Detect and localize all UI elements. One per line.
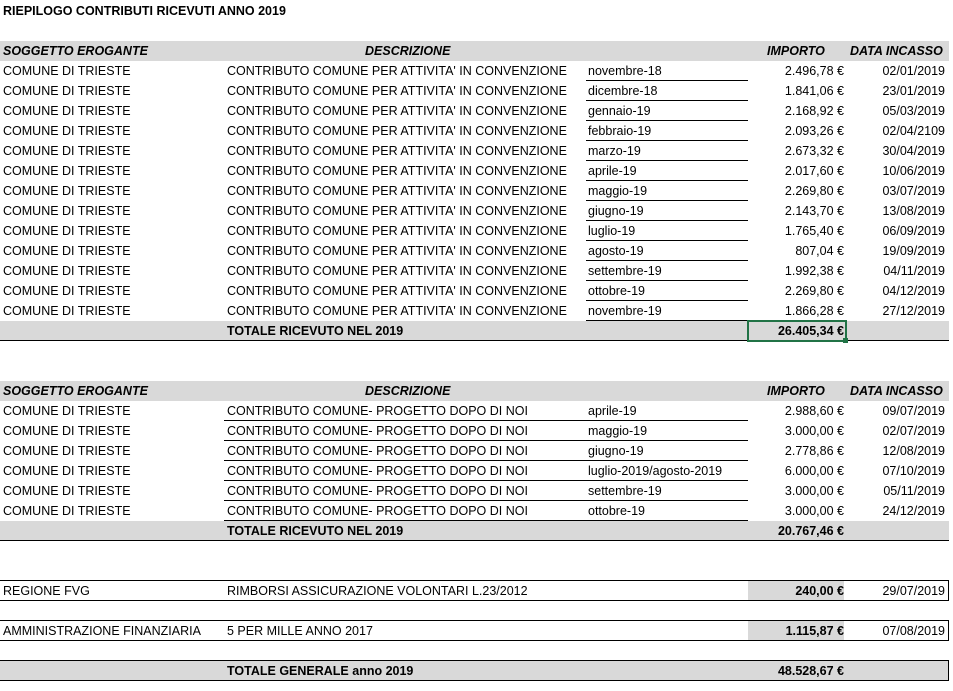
soggetto-cell[interactable]: COMUNE DI TRIESTE (3, 164, 131, 178)
importo-cell[interactable]: 2.988,60 € (784, 404, 844, 418)
descrizione-cell[interactable]: CONTRIBUTO COMUNE PER ATTIVITA' IN CONVENZIONE (227, 164, 567, 178)
divider (0, 680, 949, 681)
periodo-cell[interactable]: novembre-19 (588, 304, 662, 318)
table-row (0, 181, 949, 201)
table-row (0, 461, 949, 481)
data-cell[interactable]: 13/08/2019 (882, 204, 945, 218)
soggetto-cell[interactable]: COMUNE DI TRIESTE (3, 264, 131, 278)
fill-handle[interactable] (843, 338, 848, 343)
grand-total-label: TOTALE GENERALE anno 2019 (227, 664, 414, 678)
sheet-title: RIEPILOGO CONTRIBUTI RICEVUTI ANNO 2019 (3, 4, 286, 18)
header-soggetto: SOGGETTO EROGANTE (3, 44, 148, 58)
table-row (0, 101, 949, 121)
amministrazione-importo[interactable]: 1.115,87 € (785, 624, 844, 638)
periodo-cell[interactable]: settembre-19 (588, 484, 662, 498)
section1-total-value[interactable]: 26.405,34 € (777, 324, 844, 338)
descrizione-cell[interactable]: CONTRIBUTO COMUNE PER ATTIVITA' IN CONVENZIONE (227, 124, 567, 138)
periodo-cell[interactable]: luglio-19 (588, 224, 636, 238)
importo-cell[interactable]: 3.000,00 € (784, 504, 844, 518)
table-row (0, 501, 949, 521)
soggetto-cell[interactable]: COMUNE DI TRIESTE (3, 84, 131, 98)
data-cell[interactable]: 27/12/2019 (882, 304, 945, 318)
section2-header-row (0, 381, 949, 401)
soggetto-cell[interactable]: COMUNE DI TRIESTE (3, 404, 131, 418)
header-descrizione: DESCRIZIONE (365, 384, 451, 398)
descrizione-cell[interactable]: CONTRIBUTO COMUNE PER ATTIVITA' IN CONVENZIONE (227, 84, 567, 98)
importo-cell[interactable]: 2.673,32 € (784, 144, 844, 158)
periodo-cell[interactable]: maggio-19 (588, 184, 648, 198)
importo-cell[interactable]: 807,04 € (795, 244, 844, 258)
descrizione-cell[interactable]: CONTRIBUTO COMUNE- PROGETTO DOPO DI NOI (227, 424, 528, 438)
descrizione-cell[interactable]: CONTRIBUTO COMUNE PER ATTIVITA' IN CONVENZIONE (227, 284, 567, 298)
periodo-cell[interactable]: marzo-19 (588, 144, 641, 158)
descrizione-cell[interactable]: CONTRIBUTO COMUNE- PROGETTO DOPO DI NOI (227, 464, 528, 478)
soggetto-cell[interactable]: COMUNE DI TRIESTE (3, 184, 131, 198)
periodo-cell[interactable]: maggio-19 (588, 424, 648, 438)
data-cell[interactable]: 02/04/2109 (882, 124, 945, 138)
importo-cell[interactable]: 1.841,06 € (784, 84, 844, 98)
header-descrizione: DESCRIZIONE (365, 44, 451, 58)
header-importo: IMPORTO (767, 384, 825, 398)
data-cell[interactable]: 06/09/2019 (882, 224, 945, 238)
data-cell[interactable]: 30/04/2019 (882, 144, 945, 158)
data-cell[interactable]: 03/07/2019 (882, 184, 945, 198)
periodo-cell[interactable]: gennaio-19 (588, 104, 651, 118)
header-importo: IMPORTO (767, 44, 825, 58)
divider (948, 660, 949, 681)
periodo-cell[interactable]: dicembre-18 (588, 84, 658, 98)
section2-total-label: TOTALE RICEVUTO NEL 2019 (227, 524, 404, 538)
soggetto-cell[interactable]: COMUNE DI TRIESTE (3, 484, 131, 498)
data-cell[interactable]: 24/12/2019 (882, 504, 945, 518)
regione-soggetto[interactable]: REGIONE FVG (3, 584, 90, 598)
importo-cell[interactable]: 1.765,40 € (784, 224, 844, 238)
soggetto-cell[interactable]: COMUNE DI TRIESTE (3, 64, 131, 78)
data-cell[interactable]: 04/11/2019 (883, 264, 945, 278)
soggetto-cell[interactable]: COMUNE DI TRIESTE (3, 304, 131, 318)
periodo-cell[interactable]: giugno-19 (588, 444, 644, 458)
table-row (0, 481, 949, 501)
grand-total-row (0, 661, 949, 681)
soggetto-cell[interactable]: COMUNE DI TRIESTE (3, 284, 131, 298)
soggetto-cell[interactable]: COMUNE DI TRIESTE (3, 224, 131, 238)
periodo-cell[interactable]: giugno-19 (588, 204, 644, 218)
header-soggetto: SOGGETTO EROGANTE (3, 384, 148, 398)
header-data: DATA INCASSO (850, 44, 943, 58)
data-cell[interactable]: 02/01/2019 (882, 64, 945, 78)
grand-total-value[interactable]: 48.528,67 € (777, 664, 844, 678)
periodo-cell[interactable]: novembre-18 (588, 64, 662, 78)
soggetto-cell[interactable]: COMUNE DI TRIESTE (3, 204, 131, 218)
data-cell[interactable]: 05/11/2019 (883, 484, 945, 498)
table-row (0, 281, 949, 301)
importo-cell[interactable]: 3.000,00 € (784, 484, 844, 498)
soggetto-cell[interactable]: COMUNE DI TRIESTE (3, 104, 131, 118)
table-row (0, 241, 949, 261)
periodo-cell[interactable]: febbraio-19 (588, 124, 652, 138)
importo-cell[interactable]: 2.496,78 € (784, 64, 844, 78)
table-row (0, 201, 949, 221)
soggetto-cell[interactable]: COMUNE DI TRIESTE (3, 444, 131, 458)
table-row (0, 61, 949, 81)
periodo-cell[interactable]: ottobre-19 (588, 284, 645, 298)
section1-header-row (0, 41, 949, 61)
descrizione-cell[interactable]: CONTRIBUTO COMUNE PER ATTIVITA' IN CONVENZIONE (227, 244, 567, 258)
descrizione-cell[interactable]: CONTRIBUTO COMUNE PER ATTIVITA' IN CONVENZIONE (227, 144, 567, 158)
divider (0, 640, 949, 641)
periodo-cell[interactable]: aprile-19 (588, 404, 637, 418)
data-cell[interactable]: 05/03/2019 (882, 104, 945, 118)
regione-descrizione[interactable]: RIMBORSI ASSICURAZIONE VOLONTARI L.23/2012 (227, 584, 528, 598)
table-row (0, 81, 949, 101)
periodo-cell[interactable]: aprile-19 (588, 164, 637, 178)
table-row (0, 161, 949, 181)
data-cell[interactable]: 07/10/2019 (882, 464, 945, 478)
importo-cell[interactable]: 2.269,80 € (784, 284, 844, 298)
amministrazione-data[interactable]: 07/08/2019 (882, 624, 945, 638)
descrizione-cell[interactable]: CONTRIBUTO COMUNE PER ATTIVITA' IN CONVENZIONE (227, 204, 567, 218)
importo-cell[interactable]: 2.778,86 € (784, 444, 844, 458)
descrizione-cell[interactable]: CONTRIBUTO COMUNE- PROGETTO DOPO DI NOI (227, 444, 528, 458)
soggetto-cell[interactable]: COMUNE DI TRIESTE (3, 504, 131, 518)
descrizione-cell[interactable]: CONTRIBUTO COMUNE PER ATTIVITA' IN CONVENZIONE (227, 264, 567, 278)
data-cell[interactable]: 12/08/2019 (882, 444, 945, 458)
soggetto-cell[interactable]: COMUNE DI TRIESTE (3, 424, 131, 438)
regione-data[interactable]: 29/07/2019 (882, 584, 945, 598)
descrizione-cell[interactable]: CONTRIBUTO COMUNE- PROGETTO DOPO DI NOI (227, 484, 528, 498)
divider (0, 600, 949, 601)
importo-cell[interactable]: 1.992,38 € (784, 264, 844, 278)
descrizione-cell[interactable]: CONTRIBUTO COMUNE PER ATTIVITA' IN CONVENZIONE (227, 304, 567, 318)
descrizione-cell[interactable]: CONTRIBUTO COMUNE- PROGETTO DOPO DI NOI (227, 504, 528, 518)
table-row (0, 401, 949, 421)
importo-cell[interactable]: 2.143,70 € (784, 204, 844, 218)
descrizione-cell[interactable]: CONTRIBUTO COMUNE PER ATTIVITA' IN CONVENZIONE (227, 64, 567, 78)
data-cell[interactable]: 19/09/2019 (882, 244, 945, 258)
header-data: DATA INCASSO (850, 384, 943, 398)
divider (0, 540, 949, 541)
table-row (0, 441, 949, 461)
divider (948, 580, 949, 601)
amministrazione-soggetto[interactable]: AMMINISTRAZIONE FINANZIARIA (3, 624, 201, 638)
amministrazione-descrizione[interactable]: 5 PER MILLE ANNO 2017 (227, 624, 373, 638)
section1-total-label: TOTALE RICEVUTO NEL 2019 (227, 324, 404, 338)
periodo-cell[interactable]: ottobre-19 (588, 504, 645, 518)
importo-cell[interactable]: 2.093,26 € (784, 124, 844, 138)
data-cell[interactable]: 10/06/2019 (882, 164, 945, 178)
soggetto-cell[interactable]: COMUNE DI TRIESTE (3, 244, 131, 258)
importo-cell[interactable]: 1.866,28 € (784, 304, 844, 318)
descrizione-cell[interactable]: CONTRIBUTO COMUNE PER ATTIVITA' IN CONVENZIONE (227, 184, 567, 198)
importo-cell[interactable]: 2.269,80 € (784, 184, 844, 198)
divider (948, 620, 949, 641)
soggetto-cell[interactable]: COMUNE DI TRIESTE (3, 144, 131, 158)
data-cell[interactable]: 02/07/2019 (882, 424, 945, 438)
section2-total-value[interactable]: 20.767,46 € (777, 524, 844, 538)
periodo-cell[interactable]: agosto-19 (588, 244, 644, 258)
importo-cell[interactable]: 2.168,92 € (784, 104, 844, 118)
importo-cell[interactable]: 3.000,00 € (784, 424, 844, 438)
table-row (0, 421, 949, 441)
soggetto-cell[interactable]: COMUNE DI TRIESTE (3, 464, 131, 478)
periodo-cell[interactable]: luglio-2019/agosto-2019 (588, 464, 723, 478)
regione-importo[interactable]: 240,00 € (795, 584, 844, 598)
table-row (0, 261, 949, 281)
section2-total-row (0, 521, 949, 541)
table-row (0, 121, 949, 141)
selected-cell (747, 320, 847, 342)
amministrazione-row (0, 621, 949, 641)
table-row (0, 221, 949, 241)
data-cell[interactable]: 09/07/2019 (882, 404, 945, 418)
descrizione-cell[interactable]: CONTRIBUTO COMUNE PER ATTIVITA' IN CONVENZIONE (227, 104, 567, 118)
data-cell[interactable]: 04/12/2019 (882, 284, 945, 298)
table-row (0, 141, 949, 161)
data-cell[interactable]: 23/01/2019 (882, 84, 945, 98)
periodo-cell[interactable]: settembre-19 (588, 264, 662, 278)
table-row (0, 301, 949, 321)
descrizione-cell[interactable]: CONTRIBUTO COMUNE- PROGETTO DOPO DI NOI (227, 404, 528, 418)
descrizione-cell[interactable]: CONTRIBUTO COMUNE PER ATTIVITA' IN CONVENZIONE (227, 224, 567, 238)
importo-cell[interactable]: 2.017,60 € (784, 164, 844, 178)
soggetto-cell[interactable]: COMUNE DI TRIESTE (3, 124, 131, 138)
importo-cell[interactable]: 6.000,00 € (784, 464, 844, 478)
regione-row (0, 581, 949, 601)
